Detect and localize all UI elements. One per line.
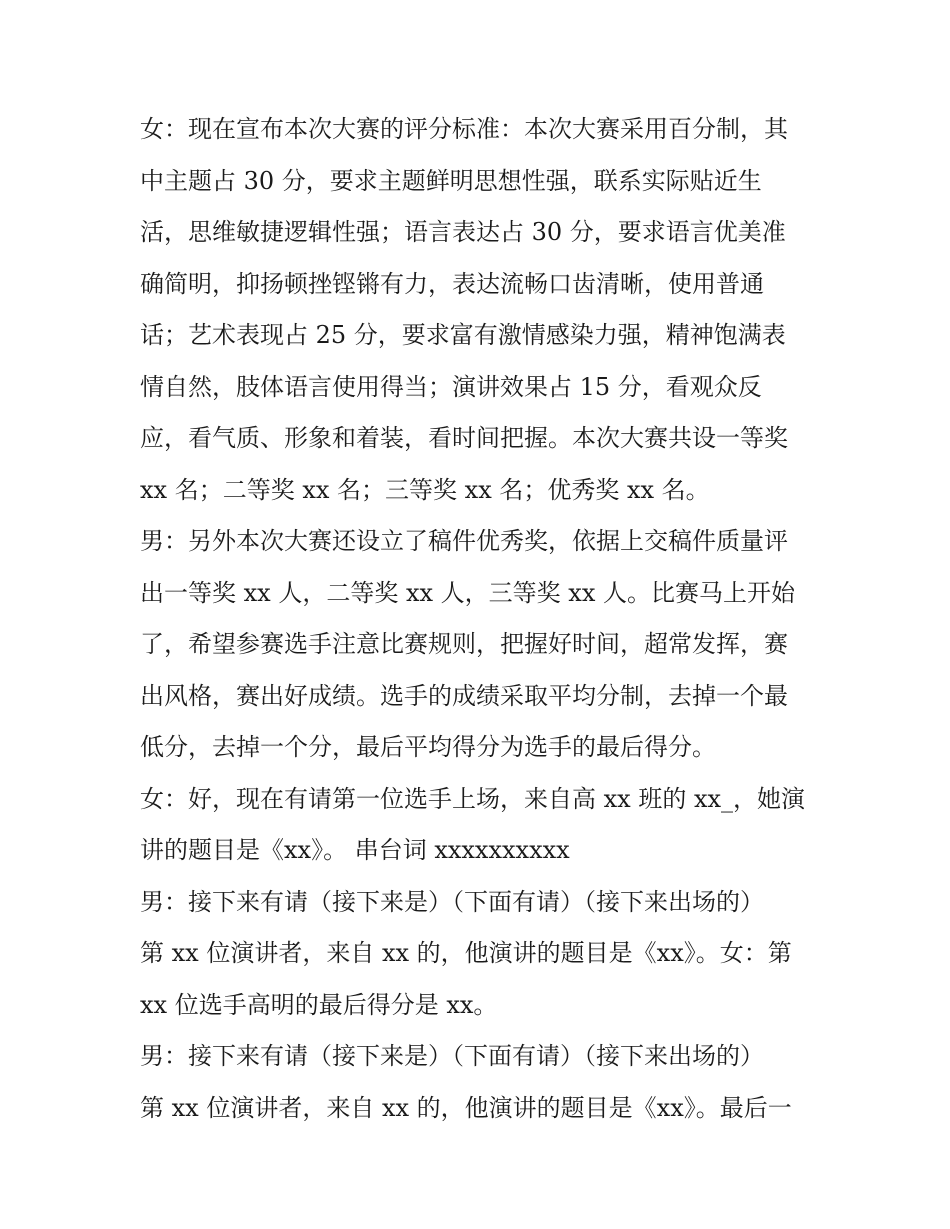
text-line: 应，看气质、形象和着装，看时间把握。本次大赛共设一等奖 [140,424,788,452]
text-line: 中主题占 30 分，要求主题鲜明思想性强，联系实际贴近生 [140,166,762,195]
text-line: 女：好，现在有请第一位选手上场，来自高 xx 班的 xx_，她演 [140,784,806,813]
text-line: 了，希望参赛选手注意比赛规则，把握好时间，超常发挥，赛 [140,630,788,658]
text-line: 低分，去掉一个分，最后平均得分为选手的最后得分。 [140,733,716,761]
text-line: 情自然，肢体语言使用得当；演讲效果占 15 分，看观众反 [140,372,762,401]
text-line: 男：另外本次大赛还设立了稿件优秀奖，依据上交稿件质量评 [140,527,788,555]
text-line: xx 位选手高明的最后得分是 xx。 [140,990,498,1019]
text-line: 男：接下来有请（接下来是）（下面有请）（接下来出场的） [140,887,764,916]
text-line: 女：现在宣布本次大赛的评分标准：本次大赛采用百分制，其 [140,115,788,143]
document-text [140,104,820,1134]
text-line: 活，思维敏捷逻辑性强；语言表达占 30 分，要求语言优美准 [140,218,786,246]
text-line: 确简明，抑扬顿挫铿锵有力，表达流畅口齿清晰，使用普通 [140,269,764,298]
text-line: 男：接下来有请（接下来是）（下面有请）（接下来出场的） [140,1042,764,1070]
text-line: xx 名；二等奖 xx 名；三等奖 xx 名；优秀奖 xx 名。 [140,475,710,504]
text-line: 话；艺术表现占 25 分，要求富有激情感染力强，精神饱满表 [140,321,786,349]
text-line: 讲的题目是《xx》。 串台词 xxxxxxxxxx [140,836,570,864]
text-line: 出一等奖 xx 人，二等奖 xx 人，三等奖 xx 人。比赛马上开始 [140,578,795,607]
text-line: 第 xx 位演讲者，来自 xx 的，他演讲的题目是《xx》。最后一 [140,1093,792,1122]
text-line: 出风格，赛出好成绩。选手的成绩采取平均分制，去掉一个最 [140,681,788,710]
text-line: 第 xx 位演讲者，来自 xx 的，他演讲的题目是《xx》。女：第 [140,939,792,967]
